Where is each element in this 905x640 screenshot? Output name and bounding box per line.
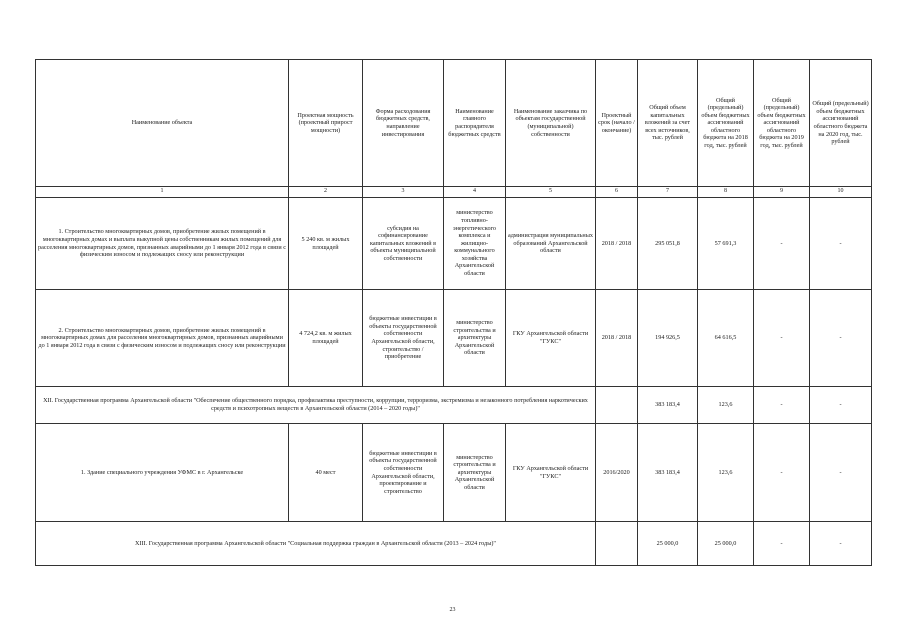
budget-2019-cell: - (754, 424, 810, 522)
total-cell: 295 051,8 (638, 198, 698, 290)
budget-2018-cell: 64 616,5 (698, 290, 754, 387)
header-term: Проектный срок (начало / окончание) (596, 60, 638, 187)
budget-2018-cell: 123,6 (698, 424, 754, 522)
total-cell: 25 000,0 (638, 522, 698, 566)
budget-2018-cell: 57 691,3 (698, 198, 754, 290)
capacity-cell: 40 мест (289, 424, 363, 522)
capacity-cell: 4 724,2 кв. м жилых площадей (289, 290, 363, 387)
column-number: 3 (363, 187, 444, 198)
table-row (36, 424, 872, 522)
header-object-name: Наименование объекта (36, 60, 289, 187)
budget-2020-cell: - (810, 522, 872, 566)
capacity-cell: 5 240 кв. м жилых площадей (289, 198, 363, 290)
budget-manager-cell: министерство строительства и архитектуры Архангельской области (444, 424, 506, 522)
budget-2019-cell: - (754, 198, 810, 290)
budget-2019-cell: - (754, 522, 810, 566)
budget-2019-cell: - (754, 387, 810, 424)
table-row (36, 198, 872, 290)
column-number-row (36, 187, 872, 198)
customer-cell: администрация муниципальных образований Архангельской области (506, 198, 596, 290)
header-budget-manager: Наименование главного распорядителя бюджетных средств (444, 60, 506, 187)
budget-2019-cell: - (754, 290, 810, 387)
program-row (36, 522, 872, 566)
total-cell: 383 183,4 (638, 424, 698, 522)
customer-cell: ГКУ Архангельской области "ГУКС" (506, 424, 596, 522)
budget-2018-cell: 123,6 (698, 387, 754, 424)
object-name: 1. Здание специального учреждения УФМС в г. Архангельске (36, 424, 289, 522)
header-budget-2019: Общий (предельный) объем бюджетных ассигнований областного бюджета на 2019 год, тыс. рублей (754, 60, 810, 187)
term-cell-empty (596, 387, 638, 424)
header-spending-form: Форма расходования бюджетных средств, направление инвестирования (363, 60, 444, 187)
term-cell: 2018 / 2018 (596, 290, 638, 387)
customer-cell: ГКУ Архангельской области "ГУКС" (506, 290, 596, 387)
budget-2020-cell: - (810, 290, 872, 387)
column-number: 9 (754, 187, 810, 198)
total-cell: 194 926,5 (638, 290, 698, 387)
page-number: 23 (449, 607, 456, 613)
header-budget-2018: Общий (предельный) объем бюджетных ассигнований областного бюджета на 2018 год, тыс. рублей (698, 60, 754, 187)
header-customer: Наименование заказчика по объектам государственной (муниципальной) собственности (506, 60, 596, 187)
object-name: 2. Строительство многоквартирных домов, приобретение жилых помещений в многоквартирных домах для расселения многоквартирных домов, признанных аварийными до 1 января 2012 года в связи с физическим износом и подлежащих сносу или реконструкции (36, 290, 289, 387)
budget-manager-cell: министерство строительства и архитектуры Архангельской области (444, 290, 506, 387)
header-capacity: Проектная мощность (проектный прирост мощности) (289, 60, 363, 187)
budget-2018-cell: 25 000,0 (698, 522, 754, 566)
budget-2020-cell: - (810, 424, 872, 522)
program-title: XII. Государственная программа Архангельской области "Обеспечение общественного порядка, профилактика преступности, коррупции, терроризма, экстремизма и незаконного потребления наркотических средств и психотропных веществ в Архангельской области (2014 – 2020 годы)" (36, 387, 596, 424)
term-cell: 2018 / 2018 (596, 198, 638, 290)
spending-form-cell: бюджетные инвестиции в объекты государственной собственности Архангельской области, строительство / приобретение (363, 290, 444, 387)
column-number: 4 (444, 187, 506, 198)
column-number: 7 (638, 187, 698, 198)
header-budget-2020: Общий (предельный) объем бюджетных ассигнований областного бюджета на 2020 год, тыс. рублей (810, 60, 872, 187)
header-row (36, 60, 872, 187)
budget-manager-cell: министерство топливно-энергетического комплекса и жилищно-коммунального хозяйства Архангельской области (444, 198, 506, 290)
spending-form-cell: субсидия на софинансирование капитальных вложений в объекты муниципальной собственности (363, 198, 444, 290)
program-title: XIII. Государственная программа Архангельской области "Социальная поддержка граждан в Архангельской области (2013 – 2024 годы)" (36, 522, 596, 566)
term-cell: 2016/2020 (596, 424, 638, 522)
column-number: 1 (36, 187, 289, 198)
column-number: 2 (289, 187, 363, 198)
investment-table (35, 59, 872, 566)
column-number: 10 (810, 187, 872, 198)
budget-2020-cell: - (810, 387, 872, 424)
table-row (36, 290, 872, 387)
column-number: 8 (698, 187, 754, 198)
object-name: 1. Строительство многоквартирных домов, приобретение жилых помещений в многоквартирных домах и выплата выкупной цены собственникам жилых помещений для расселения многоквартирных домов, признанных аварийными до 1 января 2012 года в связи с физическим износом и подлежащих сносу или реконструкции (36, 198, 289, 290)
budget-2020-cell: - (810, 198, 872, 290)
total-cell: 383 183,4 (638, 387, 698, 424)
program-row (36, 387, 872, 424)
column-number: 5 (506, 187, 596, 198)
column-number: 6 (596, 187, 638, 198)
header-total-investment: Общий объем капитальных вложений за счет всех источников, тыс. рублей (638, 60, 698, 187)
spending-form-cell: бюджетные инвестиции в объекты государственной собственности Архангельской области, проектирование и строительство (363, 424, 444, 522)
term-cell-empty (596, 522, 638, 566)
